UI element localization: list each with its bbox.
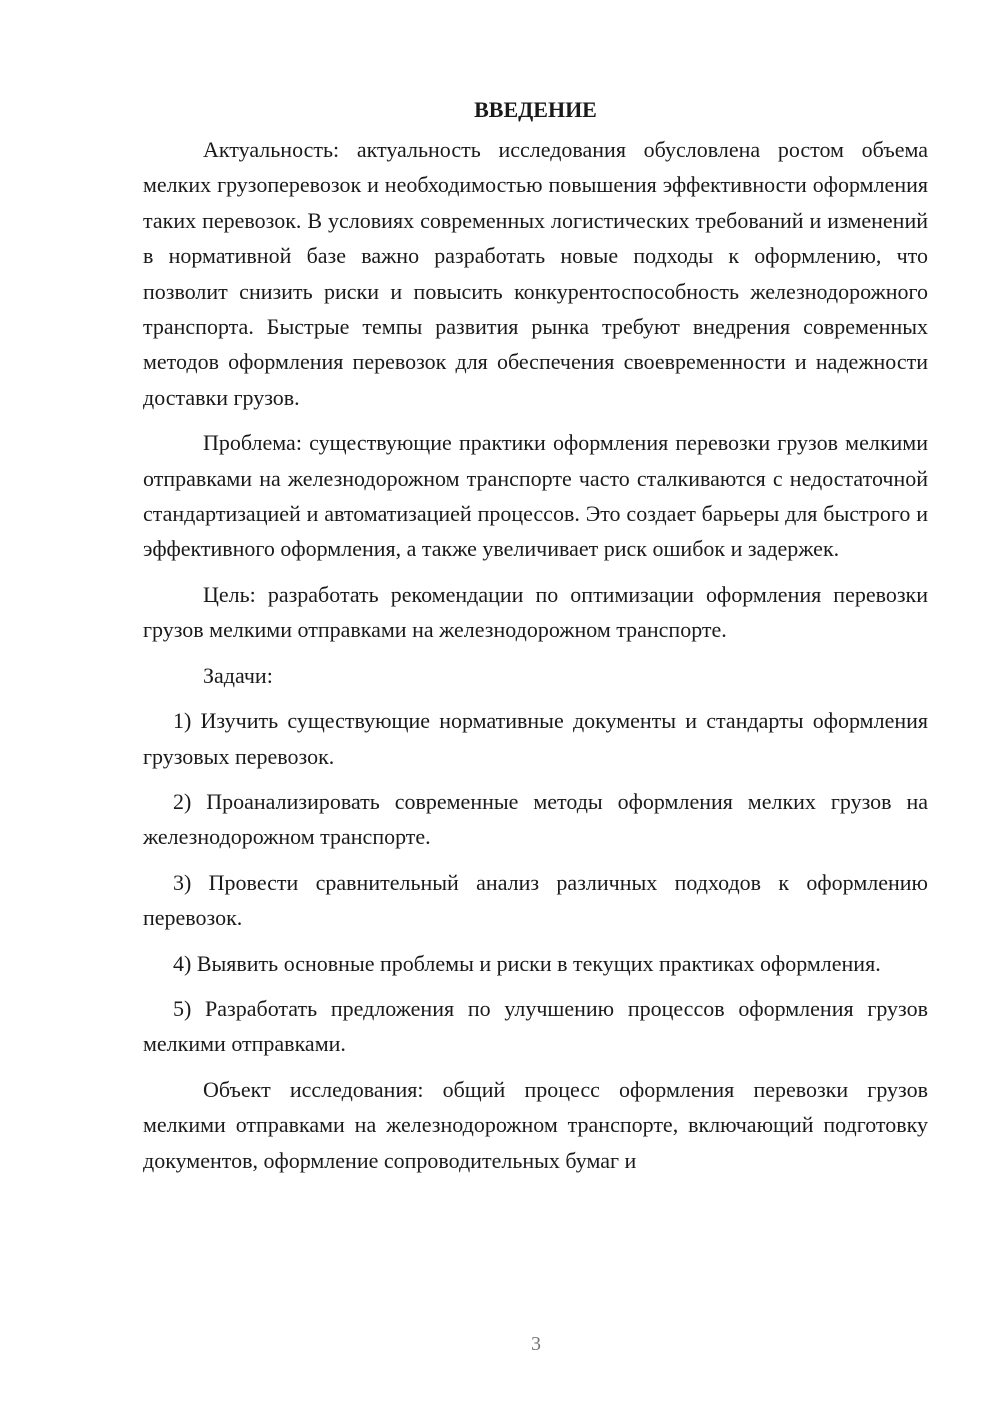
page-number: 3 — [531, 1333, 541, 1355]
document-page — [143, 92, 928, 1178]
paragraph-problem: Проблема: существующие практики оформления перевозки грузов мелкими отправками на железнодорожном транспорте часто сталкиваются с недостаточной стандартизацией и автоматизацией процессов. Это создает барьеры для быстрого и эффективного оформления, а также увеличивает риск ошибок и задержек. — [143, 430, 928, 562]
task-item-4: 4) Выявить основные проблемы и риски в текущих практиках оформления. — [173, 950, 881, 976]
task-item-5: 5) Разработать предложения по улучшению процессов оформления грузов мелкими отправками. — [143, 995, 928, 1057]
paragraph-relevance: Актуальность: актуальность исследования обусловлена ростом объема мелких грузоперевозок и необходимостью повышения эффективности оформления таких перевозок. В условиях современных логистических требований и изменений в нормативной базе важно разработать новые подходы к оформлению, что позволит снизить риски и повысить конкурентоспособность железнодорожного транспорта. Быстрые темпы развития рынка требуют внедрения современных методов оформления перевозок для обеспечения своевременности и надежности доставки грузов. — [143, 137, 928, 410]
task-item-2: 2) Проанализировать современные методы оформления мелких грузов на железнодорожном транспорте. — [143, 788, 928, 850]
task-item-1: 1) Изучить существующие нормативные документы и стандарты оформления грузовых перевозок. — [143, 708, 928, 769]
task-item-3: 3) Провести сравнительный анализ различных подходов к оформлению перевозок. — [143, 869, 928, 931]
paragraph-object: Объект исследования: общий процесс оформления перевозки грузов мелкими отправками на железнодорожном транспорте, включающий подготовку документов, оформление сопроводительных бумаг и — [143, 1076, 928, 1173]
paragraph-goal: Цель: разработать рекомендации по оптимизации оформления перевозки грузов мелкими отправками на железнодорожном транспорте. — [143, 581, 928, 643]
tasks-heading: Задачи: — [203, 662, 273, 688]
section-title: ВВЕДЕНИЕ — [474, 97, 597, 122]
